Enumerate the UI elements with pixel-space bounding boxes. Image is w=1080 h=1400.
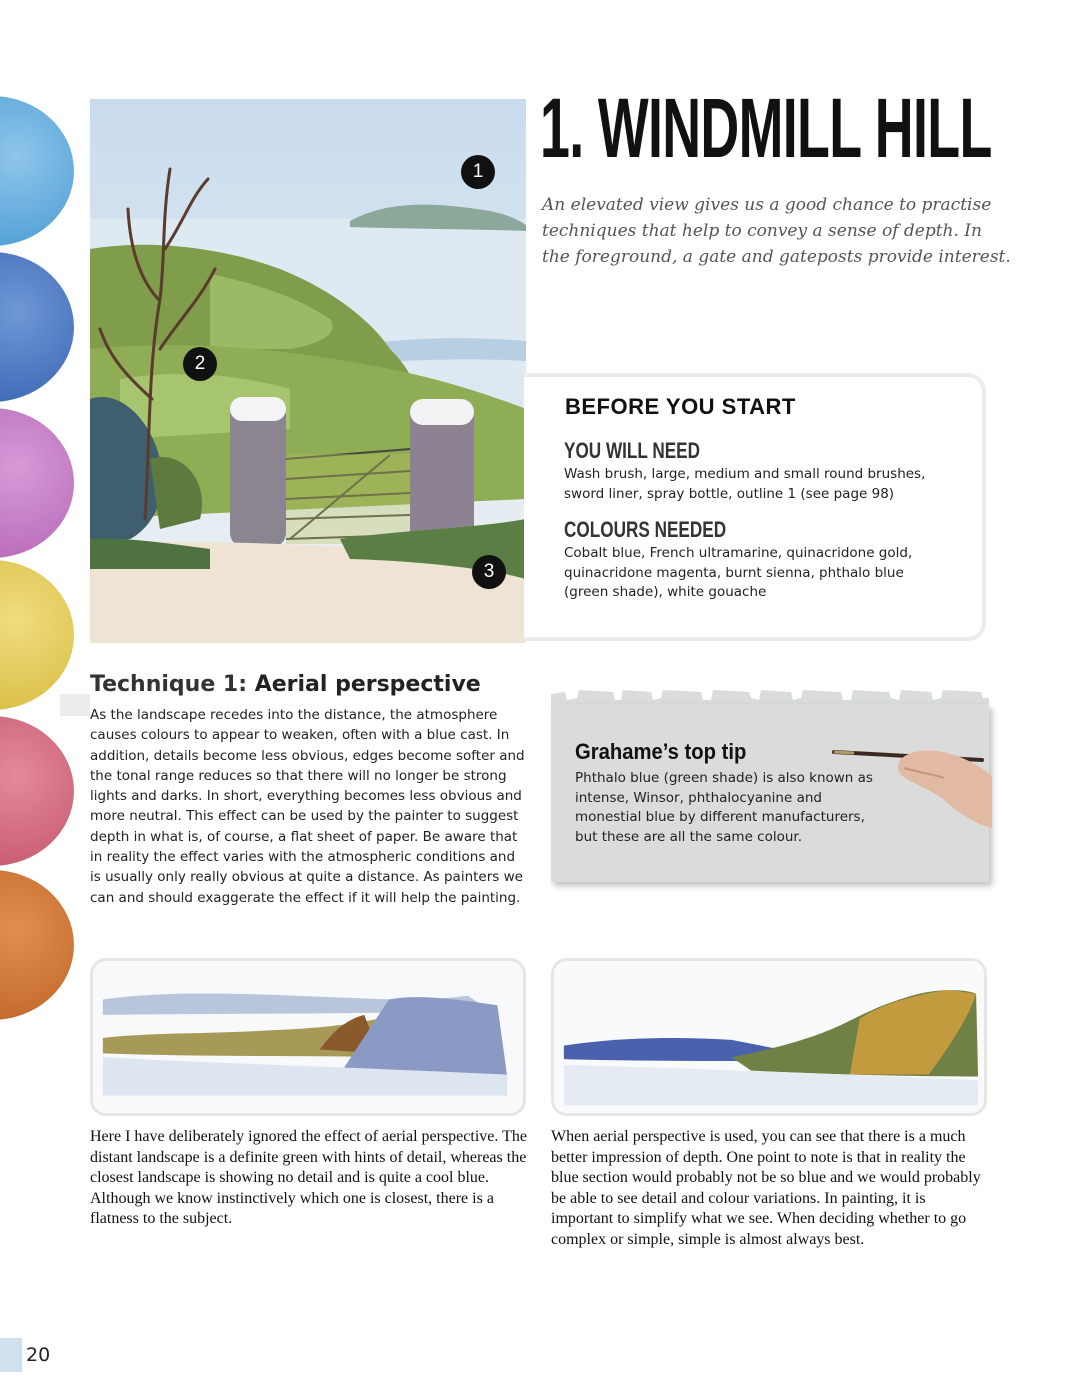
painting-marker-1: 1 [461,155,495,189]
page-number: 20 [26,1344,51,1366]
technique-name: Aerial perspective [254,672,481,697]
swatch-burnt-sienna [0,870,74,1020]
windmill-hill-painting [90,99,526,643]
tip-title: Grahame’s top tip [575,739,747,764]
technique-heading [90,672,481,697]
page-number-accent [0,1338,22,1372]
painting-marker-3: 3 [472,555,506,589]
example-caption-flat: Here I have deliberately ignored the effect of aerial perspective. The distant landscape is a definite green with hints of detail, whereas the closest landscape is showing no detail and is quite a cool blue. Although we know instinctively which one is closest, there is a flatness to the subject. [90,1128,527,1227]
colours-needed-text: Cobalt blue, French ultramarine, quinacridone gold, quinacridone magenta, burnt sienna, phthalo blue (green shade), white gouache [564,545,913,600]
swatch-rose [0,716,74,866]
intro-text: An elevated view gives us a good chance to practise techniques that help to convey a sense of depth. In the foreground, a gate and gateposts provide interest. [542,195,1011,267]
tip-text: Phthalo blue (green shade) is also known as intense, Winsor, phthalocyanine and monestial blue by different manufacturers, but these are all the same colour. [575,770,873,845]
before-you-start-heading: BEFORE YOU START [565,394,796,419]
example-caption-aerial: When aerial perspective is used, you can see that there is a much better impression of depth. One point to note is that in reality the blue section would probably not be so blue and we would probably be able to see detail and colour variations. In painting, it is important to simplify what we see. When deciding whether to go complex or simple, simple is almost always best. [551,1128,981,1248]
example-painting-flat [90,958,526,1116]
swatch-quinacridone-magenta [0,408,74,558]
technique-body: As the landscape recedes into the distance, the atmosphere causes colours to appear to weaken, often with a blue cast. In addition, details become less obvious, edges become softer and the tonal range reduces so that there will no longer be strong lights and darks. In short, everything becomes less obvious and more neutral. This effect can be used by the painter to suggest depth in what is, of course, a flat sheet of paper. Be aware that in reality the effect varies with the atmospheric conditions and is usually only really obvious at quite a distance. As painters we can and should exaggerate the effect if it will help the painting. [90,707,525,906]
hand-holding-brush-icon [832,728,992,828]
technique-accent-bar [60,694,90,716]
swatch-quinacridone-gold [0,560,74,710]
swatch-french-ultramarine [0,252,74,402]
you-will-need-text: Wash brush, large, medium and small round brushes, sword liner, spray bottle, outline 1 (see page 98) [564,466,926,502]
colours-needed-heading: COLOURS NEEDED [564,517,727,542]
example-painting-aerial-perspective [551,958,987,1116]
page-title: 1. WINDMILL HILL [540,81,992,175]
painting-marker-2: 2 [183,347,217,381]
swatch-cobalt-blue [0,96,74,246]
technique-label: Technique 1: [90,672,248,697]
you-will-need-heading: YOU WILL NEED [564,438,701,463]
